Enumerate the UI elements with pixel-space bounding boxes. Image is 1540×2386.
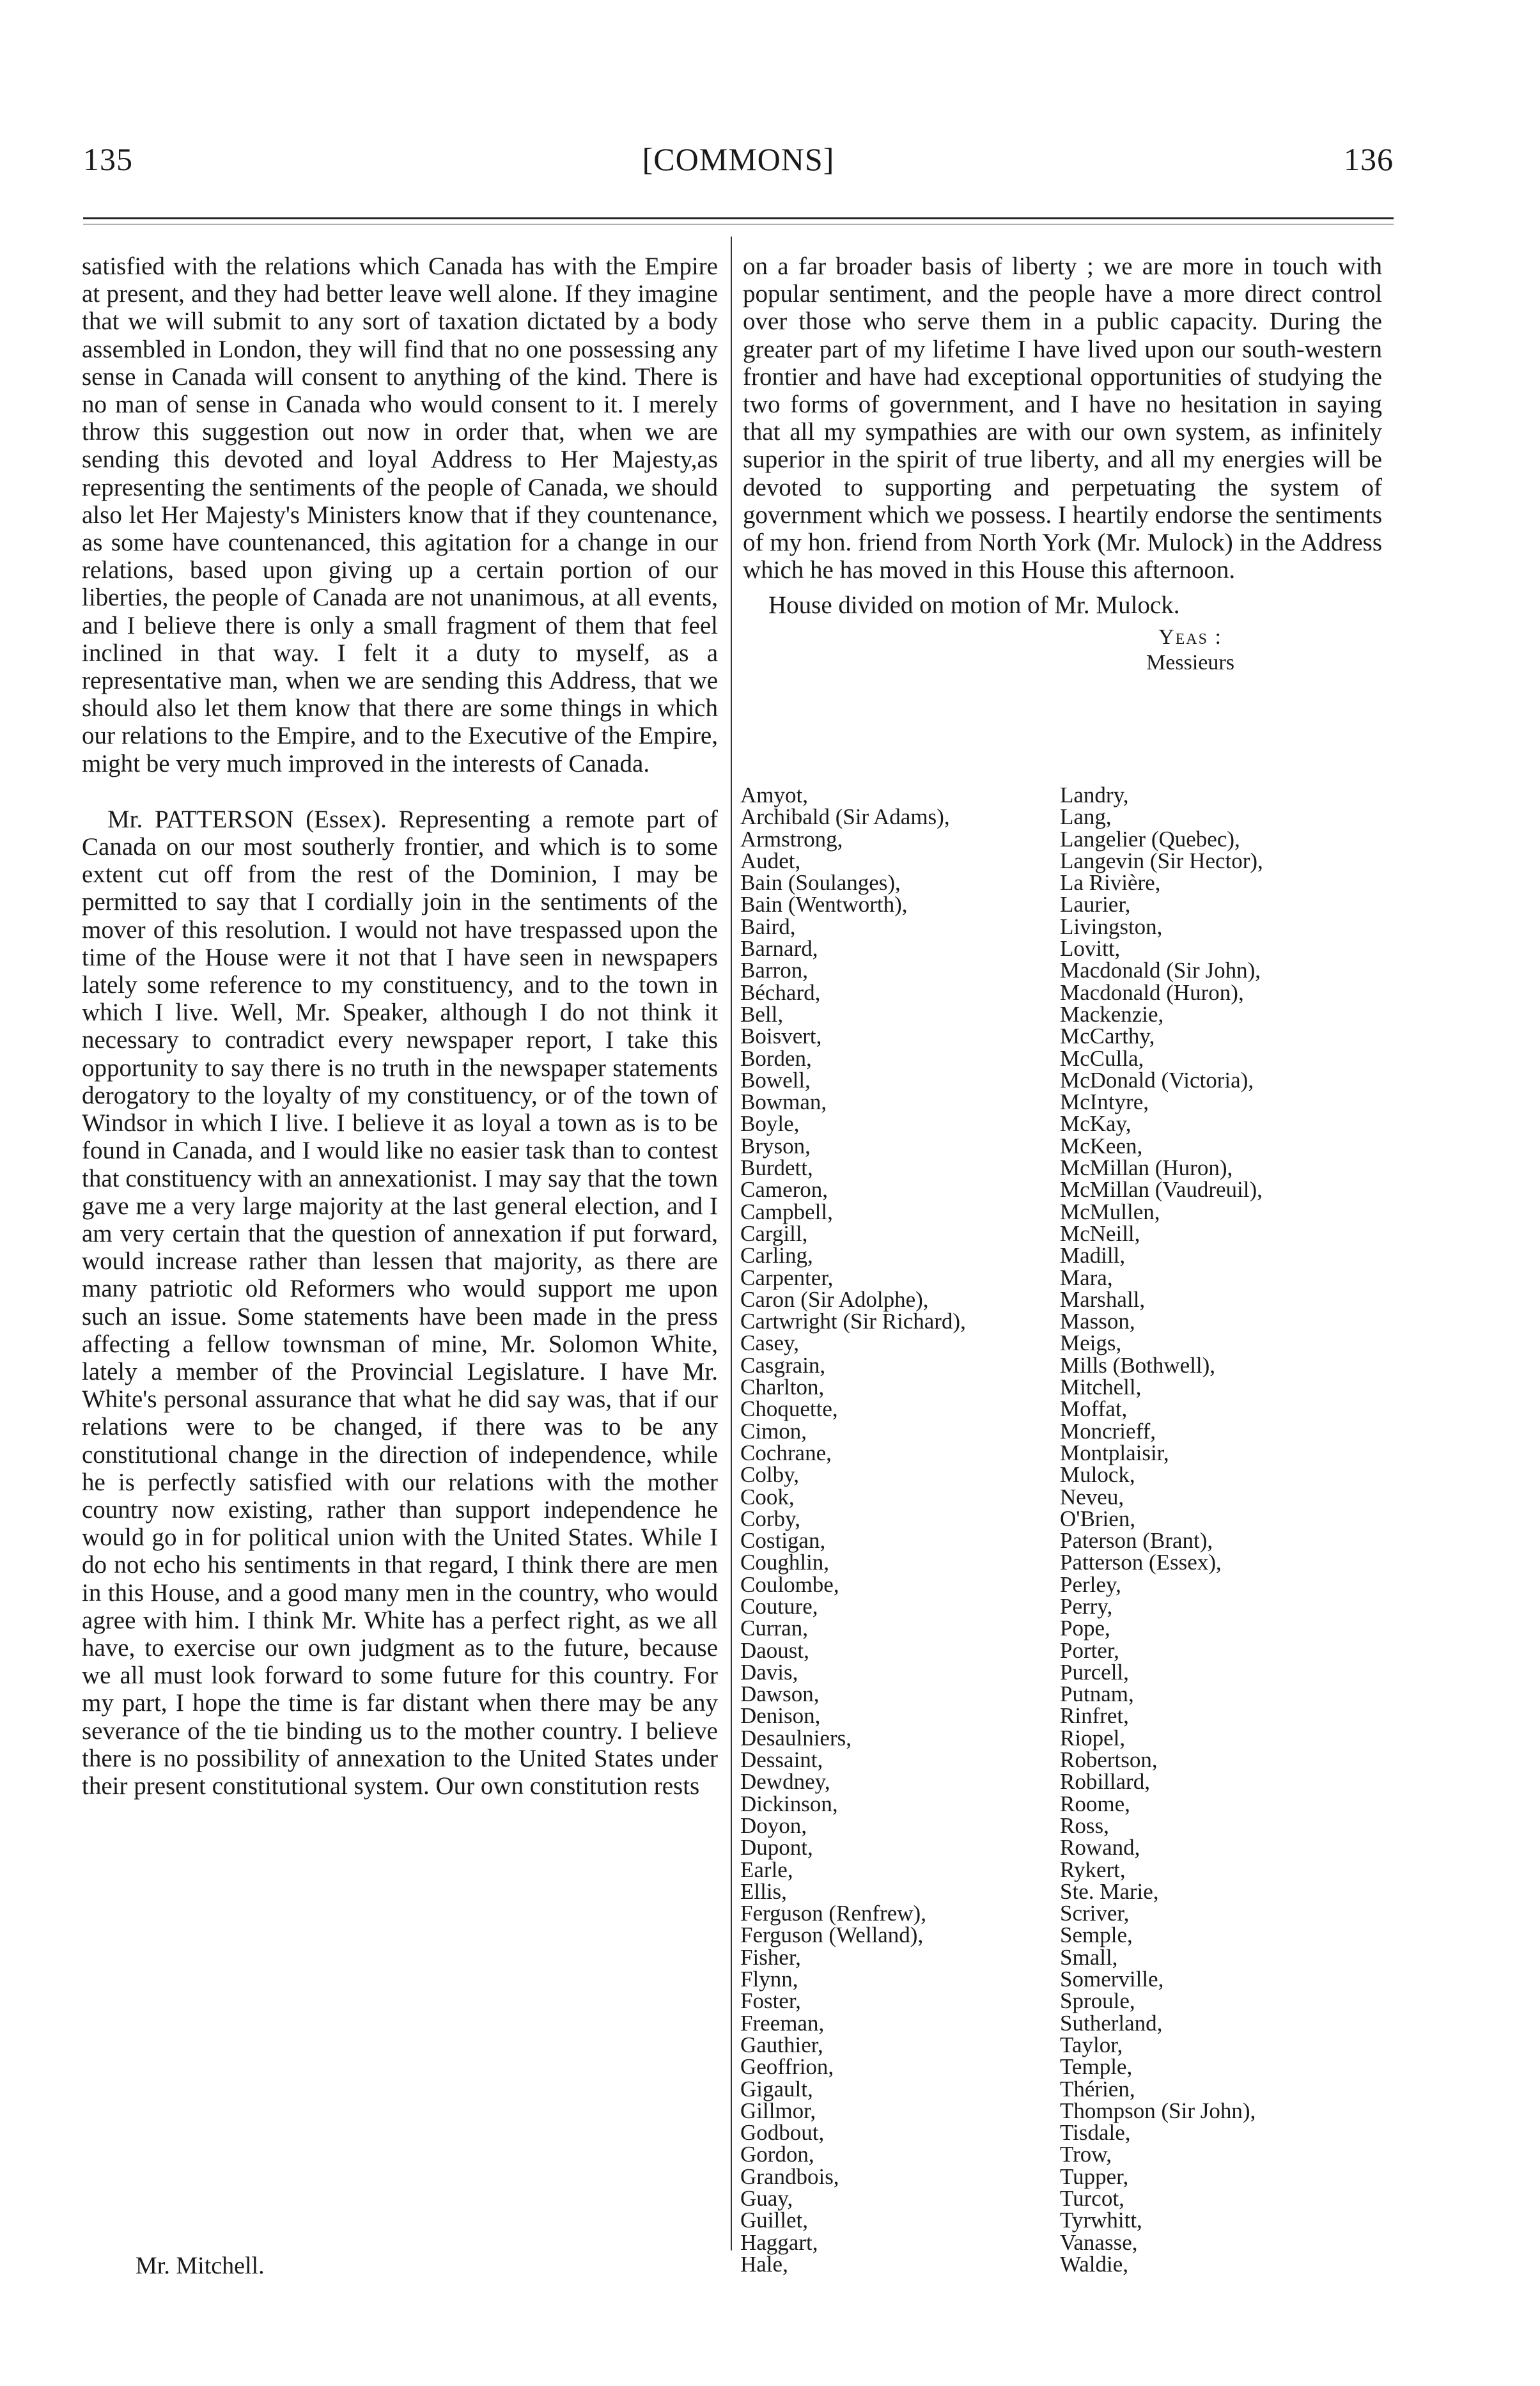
member-name: Dessaint, bbox=[740, 1747, 823, 1773]
member-name: Charlton, bbox=[740, 1375, 825, 1400]
member-name: Cimon, bbox=[740, 1418, 807, 1444]
member-name: Caron (Sir Adolphe), bbox=[740, 1286, 929, 1312]
member-name: Flynn, bbox=[740, 1967, 798, 1992]
member-name: Desaulniers, bbox=[740, 1725, 852, 1751]
member-name: Langelier (Quebec), bbox=[1060, 826, 1240, 852]
member-name: Meigs, bbox=[1060, 1330, 1122, 1356]
member-name: Cook, bbox=[740, 1484, 795, 1509]
member-name: Carpenter, bbox=[740, 1265, 834, 1290]
member-name: Taylor, bbox=[1060, 2032, 1123, 2057]
member-name: McMullen, bbox=[1060, 1199, 1160, 1224]
member-name: Guillet, bbox=[740, 2208, 808, 2233]
member-name: Costigan, bbox=[740, 1528, 826, 1554]
member-name: Carling, bbox=[740, 1243, 813, 1268]
member-name: Cochrane, bbox=[740, 1440, 832, 1465]
yeas-list-right bbox=[1060, 784, 1392, 2275]
member-name: Turcot, bbox=[1060, 2186, 1124, 2211]
member-name: McCarthy, bbox=[1060, 1024, 1155, 1049]
page-number-right: 136 bbox=[1344, 141, 1394, 177]
member-name: Doyon, bbox=[740, 1813, 807, 1838]
member-name: Madill, bbox=[1060, 1243, 1126, 1268]
yeas-heading: Yeas : bbox=[1158, 625, 1222, 649]
member-name: Pope, bbox=[1060, 1616, 1110, 1641]
paragraph: on a far broader basis of liberty ; we are more in touch with popular sentiment, and the people have a more direct control over those who serve them in a public capacity. During the greater part of my lifetime I have lived upon our south-western frontier and have had exceptional opportunities of studying the two forms of government, and I have no hesitation in saying that all my sympathies are with our own system, as infinitely superior in the spirit of true liberty, and all my energies will be devoted to supporting and perpetuating the system of government which we possess. I heartily endorse the sentiments of my hon. friend from North York (Mr. Mulock) in the Address which he has moved in this House this afternoon. bbox=[743, 253, 1382, 584]
member-name: Guay, bbox=[740, 2186, 793, 2211]
member-name: Hale, bbox=[740, 2251, 788, 2277]
member-name: Tupper, bbox=[1060, 2164, 1129, 2189]
member-name: Casgrain, bbox=[740, 1352, 826, 1378]
member-name: Cargill, bbox=[740, 1220, 808, 1246]
member-name: Temple, bbox=[1060, 2054, 1133, 2080]
member-name: Amyot, bbox=[740, 783, 808, 807]
member-name: Dupont, bbox=[740, 1835, 813, 1860]
member-name: Robertson, bbox=[1060, 1747, 1158, 1773]
member-name: Gauthier, bbox=[740, 2032, 823, 2057]
member-name: Corby, bbox=[740, 1506, 800, 1531]
member-name: Denison, bbox=[740, 1703, 821, 1729]
member-name: Bryson, bbox=[740, 1133, 811, 1158]
member-name: Porter, bbox=[1060, 1637, 1119, 1663]
member-name: McNeill, bbox=[1060, 1220, 1140, 1246]
member-name: Mitchell, bbox=[1060, 1375, 1142, 1400]
member-name: Gillmor, bbox=[740, 2098, 816, 2123]
speaker-riding: (Essex). bbox=[306, 805, 387, 833]
member-name: Audet, bbox=[740, 848, 801, 873]
member-name: Dewdney, bbox=[740, 1769, 830, 1795]
member-name: Perley, bbox=[1060, 1571, 1121, 1597]
column-divider bbox=[731, 237, 732, 2250]
member-name: Laurier, bbox=[1060, 892, 1131, 917]
member-name: Colby, bbox=[740, 1462, 800, 1488]
member-name: Armstrong, bbox=[740, 826, 843, 852]
member-name: Purcell, bbox=[1060, 1659, 1129, 1685]
member-name: Lovitt, bbox=[1060, 936, 1121, 962]
member-name: Masson, bbox=[1060, 1309, 1135, 1334]
member-name: Moncrieff, bbox=[1060, 1418, 1156, 1444]
member-name: La Rivière, bbox=[1060, 870, 1161, 896]
speech-text: Representing a remote part of Canada on our most southerly frontier, and which is to some extent cut off from the rest of the Dominion, I may be permitted to say that I cordially join in the sentiments of the mover of this resolution. I would not have trespassed upon the time of the House were it not that I have seen in newspapers lately some reference to my constituency, and to the town in which I live. Well, Mr. Speaker, although I do not think it necessary to contradict every newspaper report, I take this opportunity to say there is no truth in the newspaper statements derogatory to the loyalty of my constituency, or of the town of Windsor in which I live. I believe it as loyal a town as is to be found in Canada, and I would like no easier task than to contest that constituency with an annexationist. I may say that the town gave me a very large majority at the last general election, and I am very certain that the question of annexation if put forward, would increase rather than lessen that majority, as there are many patriotic old Reformers who would support me upon such an issue. Some statements have been made in the press affecting a fellow townsman of mine, Mr. Solomon White, lately a member of the Provincial Legislature. I have Mr. White's personal assurance that what he did say was, that if our relations were to be changed, if there was to be any constitutional change in the direction of independence, while he is perfectly satisfied with our relations with the mother country now existing, rather than support independence he would go in for political union with the United States. While I do not echo his sentiments in that regard, I think there are men in this House, and a good many men in the country, who would agree with him. I think Mr. White has a perfect right, as we all have, to exercise our own judgment as to the future, because we all must look forward to some future for this country. For my part, I hope the time is far distant when there may be any severance of the tie binding us to the mother country. I believe there is no possibility of annexation to the United States under their present constitutional system. Our own constitution rests bbox=[82, 805, 719, 1800]
member-name: Godbout, bbox=[740, 2120, 825, 2146]
member-name: Thompson (Sir John), bbox=[1060, 2098, 1256, 2123]
messieurs-heading: Messieurs bbox=[1146, 650, 1234, 674]
member-name: Roome, bbox=[1060, 1791, 1130, 1816]
member-name: Ste. Marie, bbox=[1060, 1878, 1159, 1904]
member-name: Haggart, bbox=[740, 2229, 818, 2255]
member-name: Bain (Wentworth), bbox=[740, 892, 908, 917]
speaker-name: Mr. PATTERSON bbox=[107, 805, 294, 833]
member-name: Daoust, bbox=[740, 1637, 809, 1663]
member-name: Davis, bbox=[740, 1659, 798, 1685]
member-name: Livingston, bbox=[1060, 914, 1163, 939]
closing-speaker: Mr. Mitchell. bbox=[136, 2252, 265, 2279]
member-name: Earle, bbox=[740, 1857, 793, 1882]
member-name: Langevin (Sir Hector), bbox=[1060, 848, 1263, 873]
member-name: Rowand, bbox=[1060, 1835, 1140, 1860]
member-name: Somerville, bbox=[1060, 1967, 1164, 1992]
member-name: Tyrwhitt, bbox=[1060, 2208, 1142, 2233]
member-name: Mills (Bothwell), bbox=[1060, 1352, 1216, 1378]
member-name: Cameron, bbox=[740, 1177, 828, 1203]
member-name: McKeen, bbox=[1060, 1133, 1143, 1158]
member-name: Patterson (Essex), bbox=[1060, 1550, 1222, 1575]
member-name: Robillard, bbox=[1060, 1769, 1150, 1795]
member-name: Semple, bbox=[1060, 1922, 1133, 1948]
member-name: Sutherland, bbox=[1060, 2010, 1163, 2036]
member-name: Rykert, bbox=[1060, 1857, 1126, 1882]
member-name: Bowman, bbox=[740, 1089, 827, 1115]
member-name: Dickinson, bbox=[740, 1791, 838, 1816]
member-name: Waldie, bbox=[1060, 2251, 1128, 2277]
left-column bbox=[82, 253, 718, 1800]
member-name: Macdonald (Sir John), bbox=[1060, 958, 1261, 983]
member-name: Neveu, bbox=[1060, 1484, 1124, 1509]
member-name: Tisdale, bbox=[1060, 2120, 1131, 2146]
running-title: [COMMONS] bbox=[642, 141, 835, 177]
member-name: McKay, bbox=[1060, 1111, 1132, 1137]
member-name: McMillan (Vaudreuil), bbox=[1060, 1177, 1263, 1203]
member-name: Scriver, bbox=[1060, 1901, 1130, 1926]
member-name: Geoffrion, bbox=[740, 2054, 834, 2080]
member-name: McCulla, bbox=[1060, 1045, 1144, 1071]
member-name: Campbell, bbox=[740, 1199, 833, 1224]
member-name: Ferguson (Welland), bbox=[740, 1922, 924, 1948]
member-name: Freeman, bbox=[740, 2010, 825, 2036]
member-name: Landry, bbox=[1060, 783, 1129, 807]
member-name: Curran, bbox=[740, 1616, 808, 1641]
member-name: Thérien, bbox=[1060, 2076, 1135, 2101]
yeas-list-left bbox=[740, 784, 1054, 2275]
member-name: Bell, bbox=[740, 1001, 784, 1027]
member-name: Ellis, bbox=[740, 1878, 787, 1904]
member-name: Small, bbox=[1060, 1944, 1118, 1970]
right-column bbox=[743, 253, 1382, 676]
member-name: Fisher, bbox=[740, 1944, 801, 1970]
paragraph bbox=[82, 806, 718, 1800]
header-rule bbox=[83, 217, 1394, 219]
member-name: McDonald (Victoria), bbox=[1060, 1067, 1254, 1093]
member-name: Vanasse, bbox=[1060, 2229, 1138, 2255]
division-statement: House divided on motion of Mr. Mulock. bbox=[768, 591, 1180, 620]
member-name: Borden, bbox=[740, 1045, 812, 1071]
member-name: Mulock, bbox=[1060, 1462, 1135, 1488]
member-name: Riopel, bbox=[1060, 1725, 1126, 1751]
member-name: Cartwright (Sir Richard), bbox=[740, 1309, 966, 1334]
member-name: Barron, bbox=[740, 958, 808, 983]
member-name: Couture, bbox=[740, 1593, 818, 1619]
member-name: Burdett, bbox=[740, 1155, 813, 1181]
member-name: Gordon, bbox=[740, 2142, 814, 2167]
member-name: Putnam, bbox=[1060, 1681, 1134, 1707]
member-name: Foster, bbox=[740, 1988, 801, 2014]
member-name: Gigault, bbox=[740, 2076, 813, 2101]
member-name: Macdonald (Huron), bbox=[1060, 979, 1244, 1005]
member-name: Mackenzie, bbox=[1060, 1001, 1164, 1027]
member-name: Casey, bbox=[740, 1330, 800, 1356]
member-name: Ferguson (Renfrew), bbox=[740, 1901, 926, 1926]
member-name: Boisvert, bbox=[740, 1024, 822, 1049]
member-name: Coulombe, bbox=[740, 1571, 839, 1597]
member-name: Bain (Soulanges), bbox=[740, 870, 901, 896]
member-name: Bowell, bbox=[740, 1067, 811, 1093]
member-name: Baird, bbox=[740, 914, 796, 939]
member-name: Choquette, bbox=[740, 1396, 838, 1422]
page-number-left: 135 bbox=[83, 141, 133, 177]
member-name: Grandbois, bbox=[740, 2164, 839, 2189]
member-name: Barnard, bbox=[740, 936, 818, 962]
member-name: Coughlin, bbox=[740, 1550, 830, 1575]
member-name: Béchard, bbox=[740, 979, 821, 1005]
member-name: Archibald (Sir Adams), bbox=[740, 804, 950, 830]
paragraph: satisfied with the relations which Canada has with the Empire at present, and they had better leave well alone. If they imagine that we will submit to any sort of taxation dictated by a body assembled in London, they will find that no one possessing any sense in Canada will consent to anything of the kind. There is no man of sense in Canada who would consent to it. I merely throw this suggestion out now in order that, when we are sending this devoted and loyal Address to Her Majesty,as representing the sentiments of the people of Canada, we should also let Her Majesty's Ministers know that if they countenance, as some have countenanced, this agitation for a change in our relations, based upon giving up a certain portion of our liberties, the people of Canada are not unanimous, at all events, and I believe there is only a small fragment of them that feel inclined in that way. I felt it a duty to myself, as a representative man, when we are sending this Address, that we should also let them know that there are some things in which our relations to the Empire, and to the Executive of the Empire, might be very much improved in the interests of Canada. bbox=[82, 253, 718, 777]
member-name: Ross, bbox=[1060, 1813, 1109, 1838]
member-name: Montplaisir, bbox=[1060, 1440, 1169, 1465]
member-name: Marshall, bbox=[1060, 1286, 1146, 1312]
page-header bbox=[83, 141, 1394, 192]
member-name: Boyle, bbox=[740, 1111, 800, 1137]
member-name: McIntyre, bbox=[1060, 1089, 1149, 1115]
member-name: Trow, bbox=[1060, 2142, 1112, 2167]
member-name: O'Brien, bbox=[1060, 1506, 1136, 1531]
member-name: Lang, bbox=[1060, 804, 1112, 830]
member-name: Moffat, bbox=[1060, 1396, 1128, 1422]
member-name: McMillan (Huron), bbox=[1060, 1155, 1233, 1181]
member-name: Sproule, bbox=[1060, 1988, 1135, 2014]
member-name: Dawson, bbox=[740, 1681, 820, 1707]
member-name: Paterson (Brant), bbox=[1060, 1528, 1213, 1554]
member-name: Perry, bbox=[1060, 1593, 1113, 1619]
member-name: Rinfret, bbox=[1060, 1703, 1129, 1729]
member-name: Mara, bbox=[1060, 1265, 1113, 1290]
